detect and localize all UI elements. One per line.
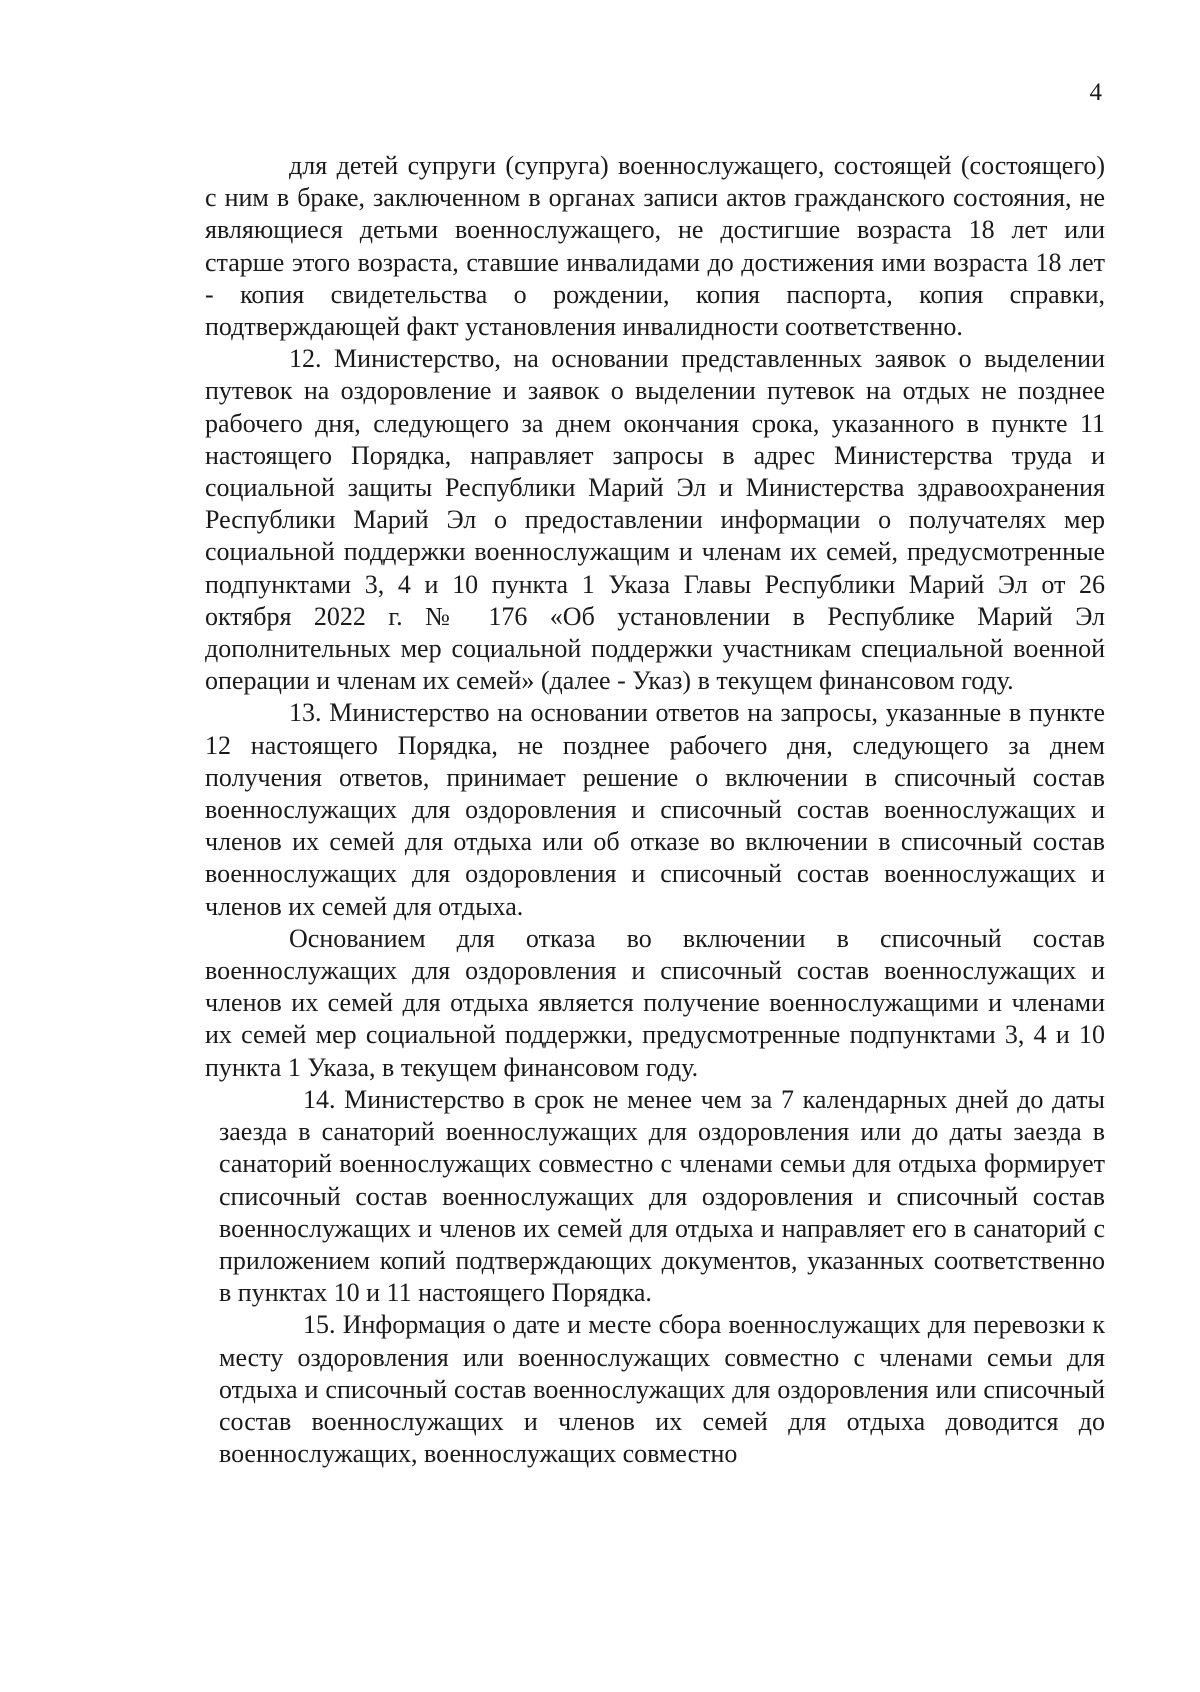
paragraph-continuation: для детей супруги (супруга) военнослужащего, состоящей (состоящего) с ним в браке, заключенном в органах записи актов гражданского состояния, не являющиеся детьми военнослужащего, не достигшие возраста 18 лет или старше этого возраста, ставшие инвалидами до достижения ими возраста 18 лет - копия свидетельства о рождении, копия паспорта, копия справки, подтверждающей факт установления инвалидности соответственно. xyxy=(205,151,1105,342)
paragraph-12: 12. Министерство, на основании представленных заявок о выделении путевок на оздоровление и заявок о выделении путевок на отдых не позднее рабочего дня, следующего за днем окончания срока, указанного в пункте 11 настоящего Порядка, направляет запросы в адрес Министерства труда и социальной защиты Республики Марий Эл и Министерства здравоохранения Республики Марий Эл о предоставлении информации о получателях мер социальной поддержки военнослужащим и членам их семей, предусмотренные подпунктами 3, 4 и 10 пункта 1 Указа Главы Республики Марий Эл от 26 октября 2022 г. № 176 «Об установлении в Республике Марий Эл дополнительных мер социальной поддержки участникам специальной военной операции и членам их семей» (далее - Указ) в текущем финансовом году. xyxy=(205,344,1105,696)
paragraph-15: 15. Информация о дате и месте сбора военнослужащих для перевозки к месту оздоровления или военнослужащих совместно с членами семьи для отдыха и списочный состав военнослужащих для оздоровления или списочный состав военнослужащих и членов их семей для отдыха доводится до военнослужащих, военнослужащих совместно xyxy=(219,1310,1105,1469)
document-body xyxy=(205,150,1105,1470)
paragraph-13-refusal: Основанием для отказа во включении в списочный состав военнослужащих для оздоровления и списочный состав военнослужащих и членов их семей для отдыха является получение военнослужащими и членами их семей мер социальной поддержки, предусмотренные подпунктами 3, 4 и 10 пункта 1 Указа, в текущем финансовом году. xyxy=(205,923,1105,1082)
paragraph-14: 14. Министерство в срок не менее чем за 7 календарных дней до даты заезда в санаторий военнослужащих для оздоровления или до даты заезда в санаторий военнослужащих совместно с членами семьи для отдыха формирует списочный состав военнослужащих для оздоровления и списочный состав военнослужащих и членов их семей для отдыха и направляет его в санаторий с приложением копий подтверждающих документов, указанных соответственно в пунктах 10 и 11 настоящего Порядка. xyxy=(219,1084,1105,1308)
page-number: 4 xyxy=(1089,79,1102,106)
paragraph-13: 13. Министерство на основании ответов на запросы, указанные в пункте 12 настоящего Порядка, не позднее рабочего дня, следующего за днем получения ответов, принимает решение о включении в списочный состав военнослужащих для оздоровления и списочный состав военнослужащих и членов их семей для отдыха или об отказе во включении в списочный состав военнослужащих для оздоровления и списочный состав военнослужащих и членов их семей для отдыха. xyxy=(205,698,1105,921)
